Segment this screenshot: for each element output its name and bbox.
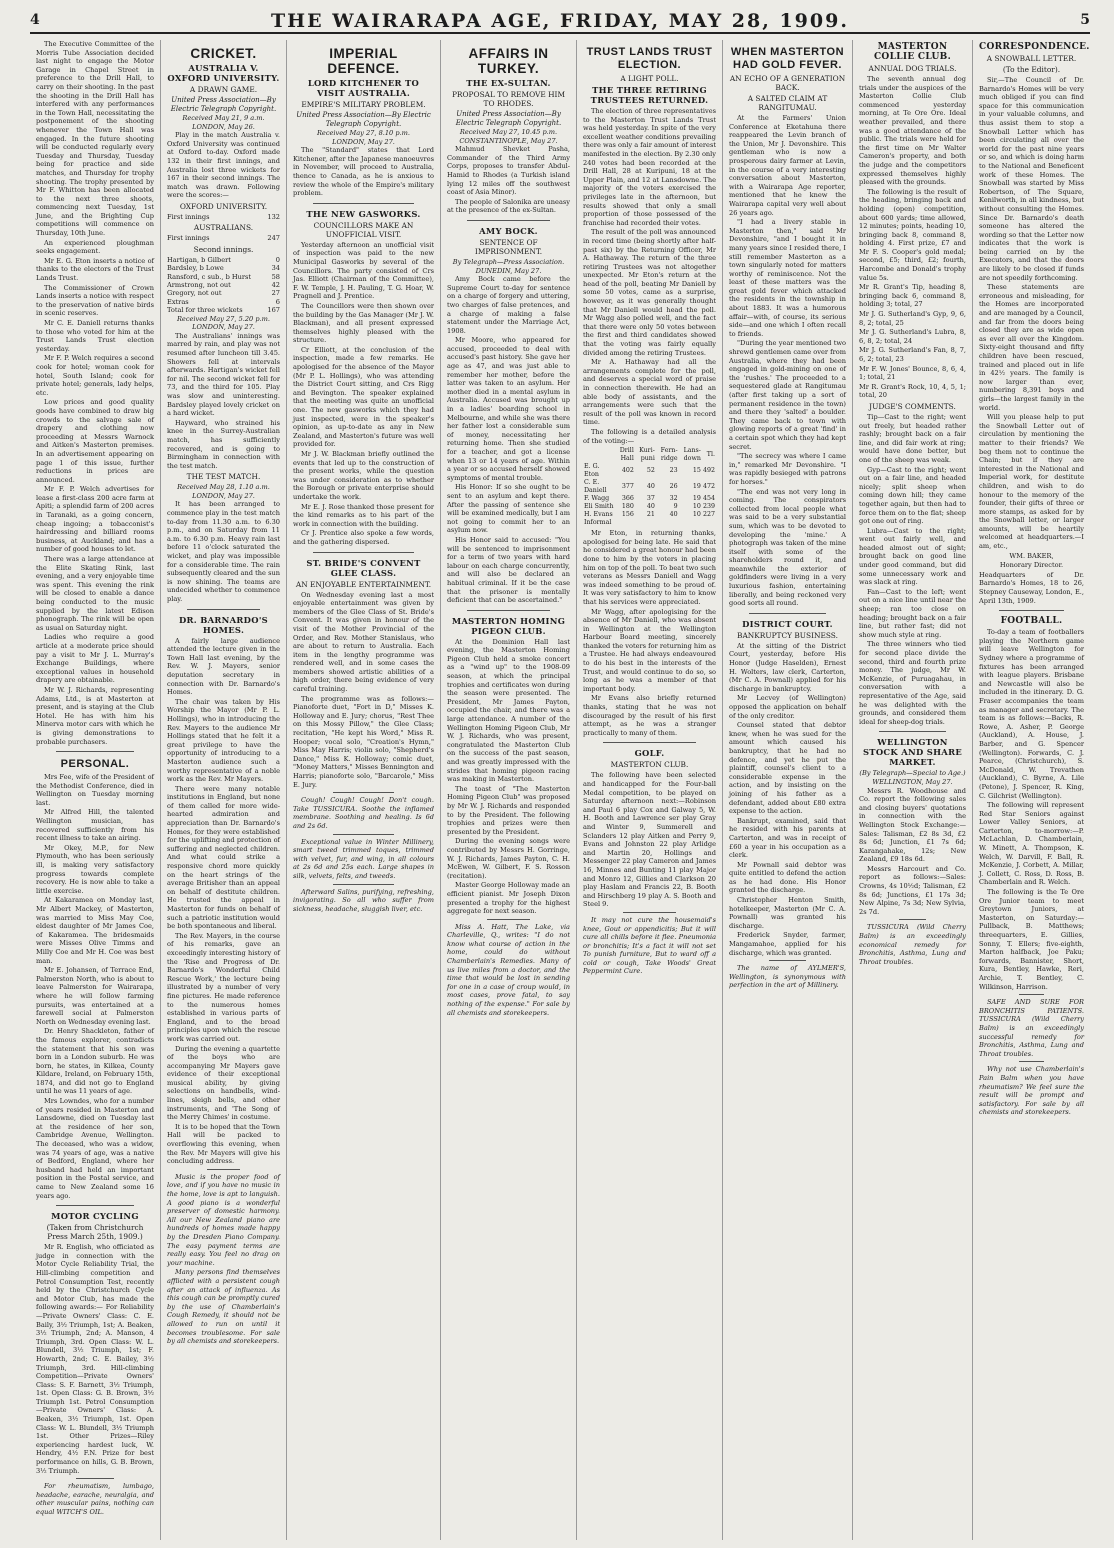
news-paragraph: Gyp—Cast to the right; went out on a fair line, and headed nicely; split sheep when coming down hill; they came together again, but then had to force them on to the flat; sheep got one out of ring. <box>859 465 966 526</box>
dateline: LONDON, May 27. <box>332 137 395 146</box>
news-paragraph: Mahmud Shevket Pasha, Commander of the Third Army Corps, proposes to transfer Abdul-Hamid to Rhodes (a Turkish island lying 12 miles off the southwest coast of Asia Minor). <box>447 145 570 197</box>
news-paragraph: Cr Elliott, at the conclusion of the inspection, made a few remarks. He apologised for the absence of the Mayor (Mr P. L. Hollings), who was attending the District Court sitting, and Crs Rigg and Bevington. The speaker explained that the meeting was quite an unofficial one. The new gasworks which they had just inspected, were in the speaker's opinion, as up-to-date as any in New Zealand, and Masterton's future was well provided for. <box>293 345 434 449</box>
advertisement: It may not cure the housemaid's knee, Gout or appendicitis; But it will cure all chills before it flee. Pneumonia or bronchitis; It's a fact it will not set To punish furniture, But to ward off a cold or cough, Take Woods' Great Peppermint Cure. <box>583 915 716 976</box>
divider <box>333 792 394 793</box>
news-paragraph: Hayward, who strained his knee in the Surrey-Australian match, has sufficiently recovered, and is going to Birmingham in connection with the test match. <box>167 418 280 470</box>
news-paragraph: Mr Evans also briefly returned thanks, stating that he was not discouraged by the result of his first attempt, as he was a stranger practically to many of them. <box>583 694 716 737</box>
section-subheading: BANKRUPTCY BUSINESS. <box>737 630 838 640</box>
section-subheading: EMPIRE'S MILITARY PROBLEM. <box>301 100 426 109</box>
news-paragraph: Mr E. J. Rose thanked those present for the kind remarks as to his part of the work in connection with the building. <box>293 502 434 528</box>
news-paragraph: At the Farmers' Union Conference at Eketahuna there reappeared the Levin branch of the Union, Mr J. Devonshire. This gentleman who is now a prosperous dairy farmer at Levin, in the course of a very interesting conversation about Masterton, with a Wairarapa Age reporter, mentioned that he knew the Wairarapa capital very well about 26 years ago. <box>729 114 846 217</box>
news-paragraph: Ladies who require a good article at a moderate price should pay a visit to Mr J. L. Murray's Exchange Buildings, where exceptional values in household drapery are obtainable. <box>36 633 154 685</box>
news-paragraph: The result of the poll was announced in record time (being shortly after half-past six) by the Returning Officer, Mr A. Hathaway. The return of the three retiring Trustees was not altogether unexpected. Mr Eton's return at the head of the poll, beating Mr Daniell by some 50 votes, came as a surprise, however, as it was generally thought that Mr Daniell would head the poll. Mr Wagg also polled well, and the fact that there were only 50 votes between the first and third candidates showed that the voting was fairly equally divided among the retiring Trustees. <box>583 228 716 357</box>
section-heading-pigeon-club: MASTERTON HOMING PIGEON CLUB. <box>451 615 566 636</box>
news-paragraph: Yesterday afternoon an unofficial visit of inspection was paid to the new Municipal Gasworks by several of the Councillors. The party consisted of Crs Jas. Elliott (Chairman of the Committee), F. W. Temple, J. H. Pauling, T. G. Hoar, W. Pragnell and J. Prentice. <box>293 240 434 301</box>
column-6 <box>722 40 852 1540</box>
news-paragraph: There were many notable institutions in England, but none of them called for more wide-hearted admiration and appreciation than Dr. Barnardo's Homes, for they were established for the uplifting and protection of suffering and neglected children. And what could strike a responsive chord more quickly on the heart strings of the average Britisher than an appeal on behalf of destitute children. He trusted the appeal in Masterton for funds on behalf of such a patriotic institution would be both spontaneous and liberal. <box>167 784 280 931</box>
table-row: F. Wagg 366 37 32 19 454 <box>584 495 715 503</box>
news-paragraph: Lubra—Cast to the right; went out fairly well, and headed almost out of sight; brought back on good line under good command, but did some unnecessary work and was slack at ring. <box>859 526 966 587</box>
dateline: By Telegraph—Press Association. DUNEDIN, May 27. <box>452 257 565 275</box>
divider <box>313 552 414 553</box>
signature-title: Honorary Director. <box>999 561 1064 570</box>
column-1 <box>30 40 160 1540</box>
section-subheading: PROPOSAL TO REMOVE HIM TO RHODES. <box>451 90 566 108</box>
advertisement: The name of AYLMER'S, Wellington, is synonymous with perfection in the art of Millinery. <box>729 964 846 990</box>
news-paragraph: The following have been selected and handicapped for the Four-ball Medal competition, to be played on Saturday afternoon next:—Robinson and Paul 6 play Cox and Galway 5, W. H. Booth and Lawrence ser play Gray and Winter 9, Summerell and Sclanders 12 play Aitken and Perry 9, Evans and Johnston 22 play Arlidge and Martin 20, Hollings and Messenger 22 play Cameron and James 16, Minnes and Bunting 11 play Major and Monro 12, Gillies and Clarkson 20 play Haslam and Francis 22, B. Booth and Hirschberg 19 play A. S. Booth and Steel 9. <box>583 771 716 909</box>
news-paragraph: During the evening a quartette of the boys who are accompanying Mr Mayers gave evidence of their exceptional musical ability, by giving selections on handbells, wind-lines, sleigh bells, and other instruments, and 'The Song of the Merry Chimes' in costume. <box>167 1044 280 1122</box>
news-paragraph: To-day a team of footballers playing the Northern game will leave Wellington for Sydney where a programme of fixtures has been arranged with league players. Brisbane and Newcastle will also be included in the itinerary. D. G. Fraser accompanies the team as manager and secretary. The team is as follows:—Backs, R. Rowe, A. Asher, P. George (Auckland), A. House, J. Barber, and G. Spencer (Wellington). Forwards, C. J. Pearce, (Christchurch), S. McDonald, W. Trevathen (Auckland), C. Byrne, A. Lile (Petone), J. Spencer, R. King, C. Gilchrist (Wellington). <box>979 628 1084 800</box>
news-paragraph: These statements are erroneous and misleading, for the Homes are incorporated and are managed by a Council, and far from the doors being closed they are as wide open as ever all over the Kingdom. Sixty-eight thousand and fifty children have been rescued, trained and placed out in life in 42½ years. The family is now larger than ever, numbering 8,391 boys and girls—the largest family in the world. <box>979 283 1084 412</box>
news-paragraph: Mr Alfred Hill, the talented Wellington musician, has recovered sufficiently from his recent illness to take an airing. <box>36 808 154 843</box>
news-paragraph: Mr F. P. Welch advertises for lease a first-class 200 acre farm at Apiti; a splendid farm of 200 acres in Taranaki, as a going concern, cheap ingoing; a tobacconist's hairdressing and billiard rooms business, at Auckland; and has a number of good houses to let. <box>36 485 154 554</box>
section-heading-imperial-defence: IMPERIAL DEFENCE. <box>327 46 400 76</box>
dateline: Received May 21, 9 a.m. <box>182 114 265 122</box>
advertisement: TUSSICURA (Wild Cherry Balm) is an exceedingly economical remedy for Bronchitis, Asthma, Lung and Throat troubles. <box>859 923 966 966</box>
dateline: Received May 27, 5.20 p.m. <box>176 314 271 323</box>
advertisement: Exceptional value in Winter Millinery, smart tweed trimmed toques, trimmed with velvet, fur, and wing, in all colours at 2s 6d and 25s each. Large shapes in silk, velvets, felts, and tweeds. <box>293 837 434 880</box>
section-heading-amy-bock: AMY BOCK. <box>479 225 538 236</box>
section-subheading: (Taken from Christchurch Press March 25th, 1909.) <box>46 1223 144 1242</box>
news-paragraph: The Councillors were then shown over the building by the Gas Manager (Mr J. W. Blackman), and all present expressed themselves highly pleased with the structure. <box>293 301 434 345</box>
dateline: Received May 28, 1.10 a.m. <box>177 483 270 492</box>
table-row: H. Evans 156 21 40 10 227 <box>584 511 715 519</box>
section-subheading: THE EX-SULTAN. <box>466 78 551 88</box>
news-paragraph: The following is the Te Ore Ore Junior team to meet Greytown Juniors, at Masterton, on Saturday:—Pullback, B. Matthews; threequarters, E. Gillies, Sonny, T. Ellers; five-eighth, Marton halfback, Joe Paku; forwards, Bannister, Short, Kura, Bentley, Hawke, Reri, Archie, T. Bentley, C. Wilkinson, Harrison. <box>979 888 1084 991</box>
section-subheading: AN ENJOYABLE ENTERTAINMENT. <box>295 579 432 589</box>
dateline: Received May 27, 10.45 p.m. <box>459 128 558 136</box>
divider <box>76 1478 114 1479</box>
news-paragraph: Mr Moore, who appeared for accused, proceeded to deal with accused's past history. She gave her age as 47, and was just able to remember her mother, before the latter was taken to an asylum. Her mother died in a mental asylum in Australia. Accused was brought up in a ladies' boarding school in Melbourne, and while she was there her father lost a considerable sum of money, necessitating her returning home. Then she studied for a teacher, and got a license when 13 or 14 years of age. Within a year or so accused herself showed symptoms of mental trouble. <box>447 336 570 482</box>
news-paragraph: Master George Holloway made an efficient pianist. Mr Joseph Dixon presented a trophy for the highest aggregate for next season. <box>447 881 570 916</box>
section-subheading: AN ECHO OF A GENERATION BACK. <box>729 74 846 92</box>
divider <box>333 884 394 885</box>
section-heading-barnardo: DR. BARNARDO'S HOMES. <box>178 614 269 635</box>
section-heading-district-court: DISTRICT COURT. <box>742 618 833 629</box>
column-2 <box>160 40 286 1540</box>
column-7 <box>852 40 972 1540</box>
divider <box>749 613 826 614</box>
news-paragraph: On Wednesday evening last a most enjoyable entertainment was given by members of the Glee Class of St. Bride's Convent. It was given in honour of the visit of the Mother Provincial of the Order, and Rev. Mother Stanislaus, who are about to return to Australia. Each item in the lengthy programme was rendered well, and in some cases the members showed artistic abilities of a high order, there being evidence of very careful training. <box>293 590 434 694</box>
section-heading-motor-cycling: MOTOR CYCLING <box>51 1211 139 1222</box>
divider <box>1019 994 1044 995</box>
advertisement: SAFE AND SURE FOR BRONCHITIS PATIENTS. TUSSICURA (Wild Cherry Balm) is an exceedingly successful remedy for Bronchitis, Asthma, Lung and Throat troubles. <box>979 998 1084 1058</box>
advertisement: Cough! Cough! Cough! Don't cough. Take TUSSICURA. Soothe the inflamed membrane. Soothing and healing. Is 6d and 2s 6d. <box>293 796 434 830</box>
section-subheading: THE TEST MATCH. <box>186 472 261 482</box>
news-paragraph: The toast of "The Masterton Homing Pigeon Club" was proposed by Mr W. J. Richards and responded to by the President. The following trophies and prizes were then presented by the President. <box>447 784 570 836</box>
news-paragraph: There was a large attendance at the Elite Skating Rink, last evening, and a very enjoyable time was spent. This evening the rink will be closed to enable a dance being conducted to the music supplied by the latest Edison phonograph. The rink will be open as usual on Saturday night. <box>36 555 154 632</box>
section-heading-golf: GOLF. <box>634 748 665 759</box>
table-row: E. G. Eton 402 52 23 15 492 <box>584 463 715 479</box>
score-line: Bardsley, b Lowe 34 <box>167 264 280 273</box>
dateline: Received May 27, 8.10 p.m. <box>316 129 411 137</box>
section-heading-trust-lands: TRUST LANDS TRUST ELECTION. <box>586 46 713 71</box>
signature-name: WM. BAKER, <box>1009 551 1054 560</box>
news-paragraph: Play in the match Australia v. Oxford University was continued at Oxford to-day. Oxford made 132 in their first innings, and Australia lost three wickets for 167 in their second innings. The match was drawn. Following were the scores:— <box>167 131 280 200</box>
list-item: Mr J. G. Sutherland's Fan, 8, 7, 6, 2; total, 23 <box>859 346 966 363</box>
score-line: Gregory, not out 27 <box>167 289 280 298</box>
news-paragraph: Mr Wagg, after apologising for the absence of Mr Daniell, who was absent in Wellington at the Wellington Harbour Board meeting, sincerely thanked the voters for returning him as a Trustee. He had always endeavoured to do his best in the interests of the Trust, and would continue to do so, so long as he was a member of that important body. <box>583 607 716 693</box>
list-item: Mr J. G. Sutherland's Gyp, 9, 6, 8, 2; total, 25 <box>859 310 966 327</box>
poll-header-row: Drill Hall Kuri-puni Fern-ridge Lans-down Tl. <box>619 447 715 463</box>
divider <box>333 834 394 835</box>
dateline: LONDON, May 27. <box>192 323 255 332</box>
section-heading-cricket: CRICKET. <box>190 46 257 61</box>
divider <box>899 919 926 920</box>
news-paragraph: The Executive Committee of the Morris Tube Association decided last night to engage the Motor Garage in Chapel Street in preference to the Drill Hall, to carry on their shooting. In the past the shooting in the Drill Hall has interfered with any performances in the Town Hall, necessitating the postponement of the shooting whenever the Town Hall was engaged. In the future shooting will be conducted regularly every Tuesday and Thursday, Tuesday being for practice and side matches, and Thursday for trophy shooting. The trophy presented by Mr F. Whitton has been allocated to the next three shoots, commencing next Tuesday, 1st June, and the Brighting Cup competitions will commence on Thursday, 10th June. <box>36 40 154 238</box>
news-paragraph: The following is a detailed analysis of the voting:— <box>583 427 716 445</box>
team-name: AUSTRALIANS. <box>193 223 254 233</box>
column-5 <box>576 40 722 1540</box>
column-8 <box>972 40 1090 1540</box>
advertisement: Afterward Salins, purifying, refreshing, invigorating. So all who suffer from sickness, headache, sluggish liver, etc. <box>293 887 434 913</box>
dateline: CONSTANTINOPLE, May 27. <box>459 136 558 145</box>
news-paragraph: "The end was not very long in coming. The conspirators collected from local people what was said to be a very substantial sum, which was to be devoted to developing the 'mine.' A photograph was taken of the mine itself with some of the shareholders round it, and meanwhile the exterior of goldfinders were living in a very luxurious fashion, entertaining liberally, and being reckoned very good sorts all round. <box>729 487 846 608</box>
news-paragraph: Will you please help to put the Snowball Letter out of circulation by mentioning the matter to their friends? We beg them not to continue the Chain; but if they are interested in the National and Imperial work, for destitute children, and wish to do honour to the memory of the founder, their gifts of three or more stamps, as asked for by the Snowball letter, or larger amounts, will be heartily welcomed at headquarters.—I am, etc., <box>979 413 1084 551</box>
news-paragraph: Mr Eton, in returning thanks, apologised for being late. He said that he considered a great honour had been done to him by the voters in placing him on top of the poll. To beat two such veterans as Messrs Daniell and Wagg was indeed something to be proud of. It was very satisfactory to him to know that his services were appreciated. <box>583 529 716 606</box>
team-name: OXFORD UNIVERSITY. <box>179 201 268 211</box>
wire-credit: United Press Association—By Electric Telegraph Copyright. <box>296 111 431 128</box>
news-paragraph: Counsel stated that debtor knew, when he was sued for the amount which caused his bankruptcy, that he had no defence, and yet he put the plaintiff, counsel's client to a considerable expense in the action, and by insisting on the joining of his father as a defendant, added about £80 extra expense to the action. <box>729 721 846 816</box>
news-paragraph: Mr J. W. Blackman briefly outlined the events that led up to the construction of the present works, while the question was under consideration as to whether the Borough or private enterprise should undertake the work. <box>293 450 434 501</box>
signature-address: Headquarters of Dr. Barnardo's Homes, 18 to 26, Stepney Causeway, London, E., April 13th, 1909. <box>979 570 1084 605</box>
section-heading-stock-market: WELLINGTON STOCK AND SHARE MARKET. <box>862 737 963 768</box>
news-paragraph: "I had a livery stable in Masterton then," said Mr Devonshire, "and I bought it in many years since I resided there, I still remember Masterton as a town singularly noted for matters worthy of reminiscence. Not the least of these matters was the great gold fever which attacked the residents in the township in about 1883. It was a humorous affair—with, of course, its serious side—and one which I often recall to friends. <box>729 218 846 338</box>
divider <box>487 919 530 920</box>
divider <box>467 610 550 611</box>
section-subheading: COUNCILLORS MAKE AN UNOFFICIAL VISIT. <box>313 220 414 239</box>
news-paragraph: Fan—Cast to the left; went out on a nice line until near the sheep; ran too close on heading; brought back on a fair line, but rather fast; did not show much style at ring. <box>859 587 966 639</box>
news-paragraph: Amy Bock came before the Supreme Court to-day for sentence on a charge of forgery and uttering, two charges of false pretences, and a charge of making a false statement under the Marriage Act, 1908. <box>447 275 570 335</box>
newspaper-title: THE WAIRARAPA AGE, FRIDAY, MAY 28, 1909. <box>271 10 849 32</box>
news-paragraph: The people of Salonika are uneasy at the presence of the ex-Sultan. <box>447 197 570 215</box>
section-subheading: A LIGHT POLL. <box>620 74 679 83</box>
news-paragraph: The "Standard" states that Lord Kitchener, after the Japanese manoeuvres in November, will proceed to Australia, thence to Canada, as he is anxious to review the whole of the Empire's military problem. <box>293 146 434 198</box>
wire-credit: United Press Association—By Electric Telegraph Copyright. <box>455 110 562 127</box>
dateline: LONDON, May 26. <box>192 122 255 131</box>
news-paragraph: Mrs Fee, wife of the President of the Methodist Conference, died in Wellington on Tuesday morning last. <box>36 773 154 807</box>
table-row: Eli Smith 180 40 9 10 239 <box>584 503 715 511</box>
section-subheading: MASTERTON CLUB. <box>610 760 689 770</box>
news-paragraph: The Rev. Mayers, in the course of his remarks, gave an exceedingly interesting history of the 'Rise and Progress of Dr. Barnardo's Wonderful Child Rescue Work,' the lecture being illustrated by a number of very fine pictures. He made reference to the numerous homes established in various parts of England, and to the broad principles upon which the rescue work was carried out. <box>167 931 280 1043</box>
news-paragraph: The chair was taken by His Worship the Mayor (Mr P. L. Hollings), who in introducing the Rev. Mayers to the audience Mr Hollings stated that he felt it a great privilege to have the opportunity of introducing to a Masterton audience such a worthy representative of a noble work as the Rev. Mr Mayers. <box>167 697 280 784</box>
section-subheading: JUDGE'S COMMENTS. <box>869 401 956 411</box>
news-paragraph: Mrs Lowndes, who for a number of years resided in Masterton and Lansdowne, died on Tuesday last at the residence of her son, Cambridge Avenue, Wellington. The deceased, who was a widow, was 74 years of age, was a native of Bedford, England, where her husband had held an important position in the Postal service, and came to New Zealand some 16 years ago. <box>36 1097 154 1200</box>
divider <box>56 751 134 752</box>
news-paragraph: Dr. Henry Shackleton, father of the famous explorer, contradicts the statement that his son was born in a London suburb. He was born, he states, in Kilkea, County Kildare, Ireland, on February 15th, 1874, and did not go to England until he was 11 years of age. <box>36 1027 154 1096</box>
section-heading-personal: PERSONAL. <box>60 758 130 771</box>
news-paragraph: Mr Okey, M.P., for New Plymouth, who has been seriously ill, is making very satisfactory progress towards complete recovery. He is now able to take a little exercise. <box>36 843 154 895</box>
divider <box>56 1205 134 1206</box>
section-heading-football: FOOTBALL. <box>1000 616 1063 627</box>
section-heading-correspondence: CORRESPONDENCE. <box>979 42 1090 52</box>
divider <box>1019 1061 1044 1062</box>
news-paragraph: At Kakaramea on Monday last, Mr Albert Mackey, of Masterton, was married to Miss May Coe, eldest daughter of Mr James Coe, of Kakaramea. The bridesmaids were Misses Olive Timms and Milly Coe and Mr H. Coe was best man. <box>36 896 154 965</box>
news-paragraph: The programme was as follows:—Pianoforte duet, "Fort in D," Misses K. Holloway and E. Jury; chorus, "Rest Thee on this Mossy Pillow," the Glee Class; recitation, "He kept his Word," Miss R. Hooper; vocal solo, "Creation's Hymn," Miss May Harris; violin solo, "Shepherd's Dance," Miss K. Holloway; comic duet, "Money Matters," Misses Bennington and Harris; pianoforte solo, "Barcarole," Miss E. Jury. <box>293 694 434 789</box>
section-heading-turkey: AFFAIRS IN TURKEY. <box>468 46 549 76</box>
news-paragraph: It is to be hoped that the Town Hall will be packed to overflowing this evening, when the Rev. Mr Mayers will give his concluding address. <box>167 1122 280 1166</box>
divider <box>769 960 806 961</box>
news-paragraph: The Commissioner of Crown Lands inserts a notice with respect to the preservation of native birds in scenic reserves. <box>36 283 154 318</box>
news-paragraph: The Australians' innings was marred by rain, and play was not resumed after luncheon till 3.45. Showers fell at intervals afterwards. Hartigan's wicket fell for nil. The second wicket fell for 73, and the third for 105. Play was slow and uninteresting. Bardsley played lovely cricket on a hard wicket. <box>167 331 280 418</box>
section-heading-gold-fever: WHEN MASTERTON HAD GOLD FEVER. <box>730 46 845 71</box>
section-subheading: AUSTRALIA V. OXFORD UNIVERSITY. <box>167 63 280 83</box>
score-line: Ransford, c sub., b Hurst 58 <box>167 272 280 281</box>
score-line: First innings 132 <box>167 212 280 221</box>
news-paragraph: Mr Pownall said debtor was quite entitled to defend the action as he had done. His Honor granted the discharge. <box>729 860 846 895</box>
divider <box>623 912 676 913</box>
advertisement: Many persons find themselves afflicted with a persistent cough after an attack of influenza. As this cough can be promptly cured by the use of Chamberlain's Cough Remedy, it should not be allowed to run on until it becomes troublesome. For sale by all chemists and storekeepers. <box>167 1268 280 1346</box>
news-paragraph: "During the year mentioned two shrewd gentlemen came over from Australia, where they had been engaged in gold-mining on one of the 'rushes.' The proceeded to a sequestered glade at Rangitumau (after first taking up a sort of permanent residence in the town) and there they 'salted' a boulder. They came back to town with glowing reports of a great 'find' in a certain spot which they had kept secret. <box>729 339 846 451</box>
column-3 <box>286 40 440 1540</box>
masthead <box>30 10 1090 34</box>
news-paragraph: Mr Lecvey (of Wellington) opposed the application on behalf of the only creditor. <box>729 694 846 720</box>
list-item: Mr R. Grant's Tip, heading 8, bringing back 6, command 8, holding 3; total, 27 <box>859 283 966 309</box>
news-paragraph: Bankrupt, examined, said that he resided with his parents at Carterton, and was in receipt of £60 a year in his occupation as a clerk. <box>729 816 846 860</box>
section-subheading: A SALTED CLAIM AT RANGITUMAU. <box>747 94 828 112</box>
page-number-right: 5 <box>1080 12 1090 28</box>
news-paragraph: Tip—Cast to the right; went out freely, but headed rather rashly; brought back on a fair line, and did fair work at ring; would have done better, but one of the sheep was weak. <box>859 412 966 464</box>
news-paragraph: Frederick Snyder, farmer, Mangamahoe, applied for his discharge, which was granted. <box>729 931 846 957</box>
wire-credit: United Press Association—By Electric Telegraph Copyright. <box>170 96 277 113</box>
section-subheading: A DRAWN GAME. <box>189 85 258 94</box>
divider <box>879 731 946 732</box>
score-line: Armstrong, not out 42 <box>167 280 280 289</box>
section-heading-st-brides: ST. BRIDE'S CONVENT GLEE CLASS. <box>306 557 421 578</box>
list-item: Mr J. G. Sutherland's Lubra, 8, 6, 8, 2; total, 24 <box>859 328 966 345</box>
score-line: Hartigan, b Gilbert 0 <box>167 255 280 264</box>
section-subheading: LORD KITCHENER TO VISIT AUSTRALIA. <box>307 78 420 98</box>
news-paragraph: At the Dominion Hall last evening, the Masterton Homing Pigeon Club held a smoke concert as a "wind up" to the 1908-09 season, at which the principal trophies and certificates won during the season were presented. The President, Mr James Payton, occupied the chair, and there was a large attendance. A number of the Wellington Homing Pigeon Club, Mr W. J. Richards, who was present, congratulated the Masterton Club on the success of the past season, and was greatly impressed with the strides that homing pigeon racing was making in Masterton. <box>447 637 570 784</box>
news-paragraph: Cr J. Prentice also spoke a few words, and the gathering dispersed. <box>293 529 434 546</box>
section-subheading: THE THREE RETIRING TRUSTEES RETURNED. <box>590 85 709 105</box>
news-paragraph: The seventh annual dog trials under the auspices of the Masterton Collie Club commenced yesterday morning, at Te Ore Ore. Ideal weather prevailed, and there was a good attendance of the public. The trials were held for the first time on Mr Walter Cameron's property, and both the judge and the competitors expressed themselves highly pleased with the grounds. <box>859 75 966 187</box>
innings-label: Second innings. <box>193 244 254 254</box>
score-line: Extras 6 <box>167 297 280 306</box>
news-paragraph: Low prices and good quality goods have combined to draw big crowds to the salvage sale of drapery and clothing now proceeding at Messrs Warnock and Aitken's Masterton premises. In an advertisement appearing on page 1 of this issue, further reductions in prices are announced. <box>36 398 154 484</box>
advertisement: Why not use Chamberlain's Pain Balm when you have rheumatism? We feel sure the result will be prompt and satisfactory. For sale by all chemists and storekeepers. <box>979 1065 1084 1117</box>
divider <box>467 220 550 221</box>
news-paragraph: A fairly large audience attended the lecture given in the Town Hall last evening, by the Rev. W. J. Mayers, senior deputation secretary in connection with Dr. Barnardo's Homes. <box>167 636 280 697</box>
divider <box>187 609 260 610</box>
section-heading-gasworks: THE NEW GASWORKS. <box>306 208 421 219</box>
divider <box>999 610 1064 611</box>
page-number-left: 4 <box>30 12 40 28</box>
section-heading-collie-club: MASTERTON COLLIE CLUB. <box>873 42 952 62</box>
news-paragraph: During the evening songs were contributed by Messrs H. Gorringe, W. J. Richards, James Payton, C. H. McEwen, W. Gilbert, F. S. Rosson (recitation). <box>447 837 570 880</box>
news-paragraph: An experienced ploughman seeks engagement. <box>36 238 154 256</box>
news-paragraph: Messrs R. Woodhouse and Co. report the following sales and closing buyers' quotations in connection with the Wellington Stock Exchange:— Sales: Talisman, £2 8s 3d, £2 8s 6d; Junction, £1 7s 6d; Karangahake, 12s; New Zealand, £9 18s 6d. <box>859 786 966 864</box>
news-paragraph: Mr A. Hathaway had all the arrangements complete for the poll, and deserves a special word of praise in connection therewith. He had an able body of assistants, and the arrangements were such that the result of the poll was known in record time. <box>583 358 716 427</box>
news-paragraph: Mr W. J. Richards, representing Adams, Ltd., is at Masterton at present, and is staying at the Club Hotel. He has with him his Minerva motor cars with which he is giving demonstrations to probable purchasers. <box>36 685 154 746</box>
section-subheading: SENTENCE OF IMPRISONMENT. <box>474 237 543 256</box>
news-paragraph: Mr R. English, who officiated as judge in connection with the Motor Cycle Reliability Trial, the Hill-climbing competition and Petrol Consumption Test, recently held by the Christchurch Cycle and Motor Club, has made the following awards:— For Reliability—Private Owners' Class: C. E. Baily, 3½ Triumph, 1st; A. Beaken, 3½ Triumph, 2nd; A. Manson, 4 Triumph, 3rd. Open Class: W. L. Blundell, 3½ Triumph, 1st; F. Howarth, 2nd; C. E. Bailey, 3½ Triumph, 3rd. Hill-climbing Competition—Private Owners' Class: S. F. Barnett, 3½ Triumph, 1st. Open Class: G. B. Brown, 3½ Triumph 1st. Petrol Consumption—Private Owners' Class: A. Beaken, 3½ Triumph, 1st. Open Class: W. L. Blundell, 3½ Triumph 1st. Other Prizes—Riley experiencing hardest luck, W. Hendry, 4½ F.N. Prize for best performance on hills, G. B. Brown, 3½ Triumph. <box>36 1243 154 1475</box>
news-paragraph: The following will represent Red Star Seniors against Lower Valley Seniors, at Carterton, to-morrow:—P. McLachlan, D. Chamberlain, W. Minett, A. Thompson, K. Welch, W. Darvill, F. Ball, R. McKenzie, J. Corbett, A. Millar, J. Collett, C. Ross, D. Ross, B. Chamberlain and R. Welch. <box>979 801 1084 887</box>
column-4 <box>440 40 576 1540</box>
section-subheading: ANNUAL DOG TRIALS. <box>868 64 957 73</box>
table-row: C. E. Daniell 377 40 26 19 472 <box>584 479 715 495</box>
news-paragraph: Messrs Harcourt and Co. report as follows:—Sales: Crowns, 4s 10½d; Talisman, £2 8s 6d; Junctions, £1 17s 3d; New Alpine, 7s 3d; New Sylvia, 2s 7d. <box>859 864 966 916</box>
divider <box>313 203 414 204</box>
dateline: (By Telegraph—Special to Age.) WELLINGTON, May 27. <box>859 769 966 786</box>
news-paragraph: At the sitting of the District Court, yesterday, before His Honor (Judge Haselden), Ernest H. Wolters, law clerk, Carterton, (Mr C. A. Pownall) applied for his discharge in bankruptcy. <box>729 641 846 693</box>
news-paragraph: "The secrecy was where I came in," remarked Mr Devonshire. "I was rapidly besieged with patrons for horses." <box>729 452 846 486</box>
news-paragraph: It has been arranged to commence play in the test match to-day from 11.30 a.m. to 6.30 p.m., and on Saturday from 11 a.m. to 6.30 p.m. Heavy rain last before 11 o'clock saturated the wicket, and play was impossible for a considerable time. The rain subsequently cleared and the sun is now shining. The teams are undecided whether to commence play. <box>167 500 280 603</box>
news-paragraph: His Honor: If so she ought to be sent to an asylum and kept there. After the passing of sentence she will be examined medically, but I am not going to commit her to an asylum now. <box>447 483 570 535</box>
news-paragraph: Mr E. G. Eton inserts a notice of thanks to the electors of the Trust Lands Trust. <box>36 256 154 283</box>
section-subheading: A SNOWBALL LETTER. <box>986 54 1077 63</box>
news-paragraph: His Honor said to accused: "You will be sentenced to imprisonment for a term of two years with hard labour on each charge concurrently, and will also be declared an habitual criminal. If it be the case that the prisoner is mentally deficient that can be ascertained." <box>447 535 570 605</box>
advertisement: Miss A. Hatt, The Lake, via Charleville, Q., writes: "I do not know what course of action in the home, could do without Chamberlain's Remedies. Many of us live miles from a doctor, and the time that would be lost in sending for one in a case of croup would, in most cases, prove fatal, to say nothing of the expense." For sale by all chemists and storekeepers. <box>447 922 570 1017</box>
list-item: Mr F. W. Jones' Bounce, 8, 6, 4, 1; total, 21 <box>859 364 966 382</box>
news-paragraph: The election of three representatives to the Masterton Trust Lands Trust was held yesterday. In spite of the very excellent weather conditions prevailing there was only a fair amount of interest manifested in the election. By 2.30 only 240 votes had been recorded at the Drill Hall, 28 at Kuripuni, 18 at the Upper Plain, and 12 at Lansdowne. The majority of the voters exercised the privileges late in the afternoon, but results showed that only a small proportion of those possessed of the franchise had recorded their votes. <box>583 107 716 227</box>
table-row: Informal <box>584 519 612 527</box>
divider <box>207 1169 240 1170</box>
news-paragraph: Christopher Henton Smith, hotelkeeper, Masterton (Mr C. A. Pownall) was granted his discharge. <box>729 896 846 930</box>
news-paragraph: Sir,—The Council of Dr. Barnardo's Homes will be very much obliged if you can find space for this communication in your valuable columns, and thus assist them to stop a Snowball Letter which has been circulating all over the world for the past nine years or so, and which is doing harm to the National and Beneficent work of these Homes. The Snowball was started by Miss Robertson, of The Square, Kenilworth, in all kindness, but without consulting the Homes. Since Dr. Barnardo's death someone has altered the wording so that the Letter now indicates that the work is being carried on by the Executors, and that the doors are likely to be closed if funds are not speedily forthcoming. <box>979 76 1084 282</box>
news-paragraph: The following is the result of the heading, bringing back and holding (open) competition, about 600 yards; time allowed, 12 minutes; points, heading 10, bringing back 8, command 8, holding 4. First prize, £7 and Mr F. S. Cooper's gold medal; second, £5; third, £2; fourth, Harcombe and Donald's trophy value 5s. <box>859 187 966 282</box>
score-line: First innings 247 <box>167 234 280 243</box>
news-paragraph: Mr C. E. Daniell returns thanks to those who voted for him at the Trust Lands Trust election yesterday. <box>36 319 154 353</box>
section-subheading: (To the Editor). <box>1002 65 1061 74</box>
news-paragraph: Mr F. P. Welch requires a second cook for hotel; woman cook for hotel, South Island; cook for private hotel; generals, lady helps, etc. <box>36 354 154 397</box>
news-paragraph: Mr E. Johansen, of Terrace End, Palmerston North, who is about to leave Palmerston for Wairarapa, where he will follow farming pursuits, was entertained at a farewell social at Palmerston North on Wednesday evening last. <box>36 966 154 1026</box>
score-total: Total for three wickets 167 <box>167 306 280 315</box>
dateline: LONDON, May 27. <box>192 491 255 500</box>
advertisement: For rheumatism, lumbago, headache, earache, neuralgia, and other muscular pains, nothing can equal WITCH'S OIL. <box>36 1482 154 1516</box>
list-item: Mr R. Grant's Rock, 10, 4, 5, 1; total, 20 <box>859 382 966 400</box>
divider <box>603 742 696 743</box>
advertisement: Music is the proper food of love, and if you have no music in the home, love is apt to languish. A good piano is a wonderful preserver of domestic harmony. All our New Zealand piano are hundreds of homes made happy by the Dresden Piano Company. The easy payment terms are really easy. You feel no drag on your machine. <box>167 1172 280 1267</box>
news-paragraph: The three winners who tied for second place divide the second, third and fourth prize money. The judge, Mr W. McKenzie, of Puruagahau, in conversation with a representative of the Age, said he was delighted with the grounds, and considered them ideal for sheep-dog trials. <box>859 640 966 726</box>
poll-results-table <box>583 447 716 527</box>
